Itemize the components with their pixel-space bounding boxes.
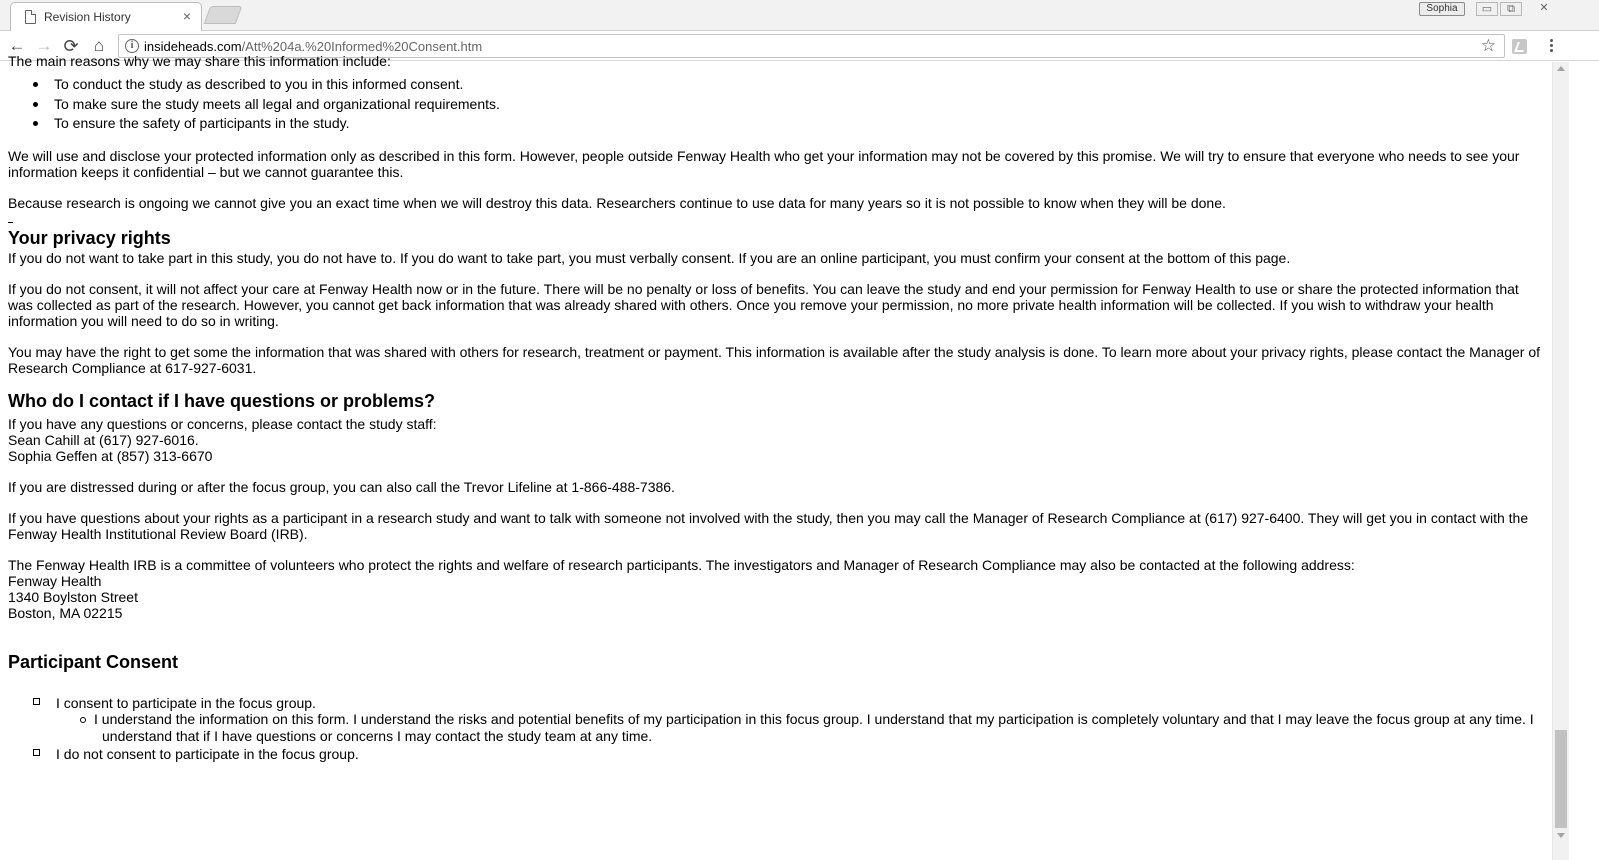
- tab-strip: [0, 0, 1599, 31]
- reasons-list: [8, 76, 500, 135]
- scroll-down-arrow-icon[interactable]: [1557, 833, 1565, 838]
- address-city: Boston, MA 02215: [8, 605, 123, 621]
- trevor-lifeline: If you are distressed during or after the focus group, you can also call the Trevor Lifeline at 1-866-488-7386.: [8, 479, 675, 495]
- vertical-scrollbar[interactable]: [1552, 62, 1569, 860]
- tab-title: Revision History: [44, 10, 131, 24]
- rights-paragraph: If you have questions about your rights as a participant in a research study and want to talk with someone not involved with the study, then you may call the Manager of Research Compliance at (617) 927-6400. They will get you in contact with the Fenway Health Institutional Review Board (IRB).: [8, 510, 1529, 542]
- scrollbar-thumb[interactable]: [1555, 730, 1567, 828]
- acrobat-extension-icon[interactable]: [1512, 39, 1527, 54]
- list-item: To conduct the study as described to you in this informed consent.: [8, 76, 500, 96]
- consent-options: [8, 695, 1544, 762]
- bookmark-star-icon[interactable]: ☆: [1480, 36, 1496, 55]
- consent-no-label: I do not consent to participate in the focus group.: [56, 746, 359, 762]
- menu-dots-icon[interactable]: [1545, 37, 1557, 55]
- browser-tab[interactable]: [10, 2, 202, 31]
- disclose-paragraph: We will use and disclose your protected information only as described in this form. However, people outside Fenway Health who get your information may not be covered by this promise. We will try to ensure that everyone who needs to see your information keeps it confidential – but we cannot guarantee this.: [8, 148, 1520, 180]
- tab-close-icon[interactable]: ×: [182, 8, 191, 24]
- maximize-button[interactable]: ⧉: [1500, 2, 1522, 16]
- reload-icon[interactable]: ⟳: [63, 36, 79, 56]
- privacy-heading: Your privacy rights: [8, 228, 171, 248]
- divider: [8, 222, 13, 223]
- url-path: /Att%204a.%20Informed%20Consent.htm: [241, 39, 483, 54]
- circle-bullet-icon: [80, 717, 86, 723]
- info-icon[interactable]: i: [125, 39, 139, 53]
- privacy-paragraph-3: You may have the right to get some the information that was shared with others for research, treatment or payment. This information is available after the study analysis is done. To learn more about your privacy rights, please contact the Manager of Research Compliance at 617-927-6031.: [8, 344, 1540, 376]
- minimize-button[interactable]: ▭: [1476, 2, 1498, 16]
- checkbox-icon[interactable]: [33, 698, 40, 705]
- contact-intro: If you have any questions or concerns, please contact the study staff:: [8, 416, 437, 432]
- consent-yes-label: I consent to participate in the focus group.: [56, 695, 316, 711]
- consent-understand-text: I understand the information on this form. I understand the risks and potential benefits of my participation in this focus group. I understand that my participation is completely voluntary and that I may leave the focus group at any time. I understand that if I have questions or concerns I may contact the study team at any time.: [94, 711, 1534, 744]
- list-item: To ensure the safety of participants in the study.: [8, 115, 500, 135]
- destroy-paragraph: Because research is ongoing we cannot give you an exact time when we will destroy this data. Researchers continue to use data for many years so it is not possible to know when they will be done.: [8, 195, 1226, 211]
- document-icon: [25, 10, 36, 24]
- url-host: insideheads.com: [144, 39, 242, 54]
- new-tab-button[interactable]: [204, 6, 243, 24]
- checkbox-icon[interactable]: [33, 749, 40, 756]
- contact-sean: Sean Cahill at (617) 927-6016.: [8, 432, 199, 448]
- scroll-up-arrow-icon[interactable]: [1557, 66, 1565, 71]
- forward-arrow-icon[interactable]: →: [35, 36, 53, 55]
- back-arrow-icon[interactable]: ←: [8, 36, 26, 55]
- close-window-button[interactable]: ✕: [1539, 2, 1549, 14]
- page-viewport: [0, 53, 1552, 860]
- contact-sophia: Sophia Geffen at (857) 313-6670: [8, 448, 213, 464]
- home-icon[interactable]: ⌂: [93, 36, 105, 55]
- consent-heading: Participant Consent: [8, 652, 179, 672]
- irb-paragraph: The Fenway Health IRB is a committee of volunteers who protect the rights and welfare of research participants. The investigators and Manager of Research Compliance may also be contacted at the following address:: [8, 557, 1355, 573]
- reasons-intro: The main reasons why we may share this information include:: [8, 53, 391, 69]
- privacy-paragraph-2: If you do not consent, it will not affect your care at Fenway Health now or in the future. There will be no penalty or loss of benefits. You can leave the study and end your permission for Fenway Health to use or share the protected information that was collected as part of the research. However, you cannot get back information that was already shared with others. Once you remove your permission, no more private health information will be collected. If you wish to withdraw your health information you will need to do so in writing.: [8, 281, 1519, 329]
- address-street: 1340 Boylston Street: [8, 589, 138, 605]
- list-item: To make sure the study meets all legal and organizational requirements.: [8, 96, 500, 116]
- consent-no-option[interactable]: [8, 746, 1544, 762]
- privacy-paragraph-1: If you do not want to take part in this study, you do not have to. If you do want to take part, you must verbally consent. If you are an online participant, you must confirm your consent at the bottom of this page.: [8, 250, 1291, 266]
- contact-heading: Who do I contact if I have questions or problems?: [8, 391, 436, 411]
- profile-button[interactable]: Sophia: [1419, 2, 1465, 16]
- consent-yes-option[interactable]: [8, 695, 1544, 711]
- url-text[interactable]: [144, 39, 482, 54]
- address-name: Fenway Health: [8, 573, 102, 589]
- consent-understand-item: [8, 711, 1544, 745]
